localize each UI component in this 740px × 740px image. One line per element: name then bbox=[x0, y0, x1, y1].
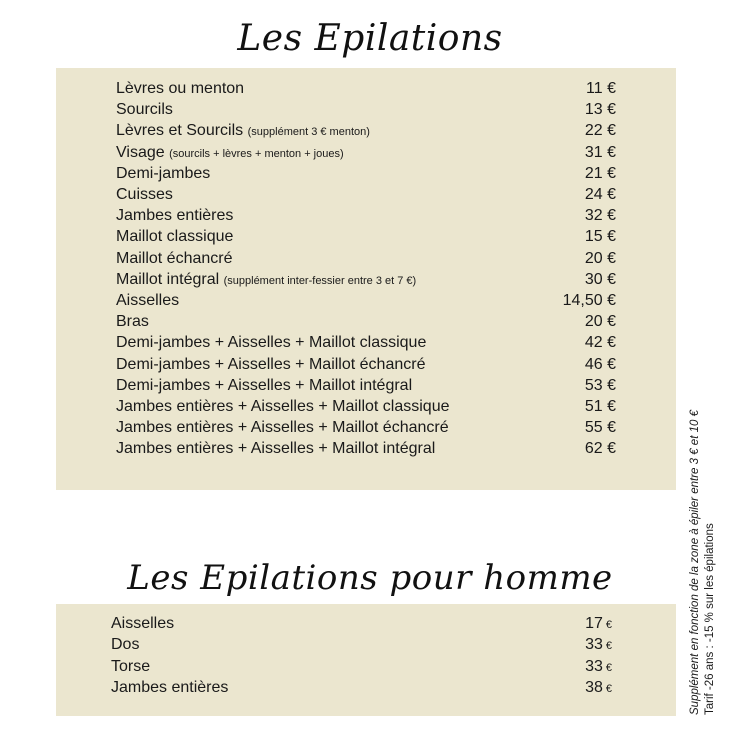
service-price: 42 € bbox=[584, 334, 616, 352]
service-label bbox=[116, 78, 244, 99]
service-name: Jambes entières bbox=[116, 207, 234, 225]
service-name: Jambes entières + Aisselles + Maillot classique bbox=[116, 398, 450, 415]
service-name: Sourcils bbox=[116, 101, 173, 119]
service-price bbox=[585, 656, 612, 679]
service-name: Maillot échancré bbox=[116, 249, 233, 267]
service-price: 53 € bbox=[584, 376, 616, 394]
service-price: 20 € bbox=[584, 249, 616, 267]
service-name: Bras bbox=[116, 313, 149, 331]
price-row bbox=[56, 248, 676, 269]
price-row bbox=[56, 354, 676, 375]
side-note-supplement: Supplément en fonction de la zone à épiler entre 3 € et 10 € bbox=[689, 410, 701, 715]
service-name: Lèvres et Sourcils bbox=[116, 122, 244, 140]
price-row bbox=[56, 226, 676, 247]
service-label bbox=[116, 311, 149, 332]
service-label bbox=[116, 99, 173, 120]
price-currency: € bbox=[605, 619, 612, 631]
service-price: 46 € bbox=[584, 355, 616, 373]
service-name: Jambes entières bbox=[111, 678, 229, 696]
service-note: (supplément 3 € menton) bbox=[247, 126, 370, 139]
side-note-tarif: Tarif -26 ans : -15 % sur les épilations bbox=[704, 523, 716, 715]
service-price: 14,50 € bbox=[562, 292, 616, 309]
service-name: Lèvres ou menton bbox=[116, 80, 245, 97]
price-row bbox=[56, 417, 676, 438]
service-name: Jambes entières + Aisselles + Maillot échancré bbox=[116, 419, 449, 437]
service-label bbox=[116, 269, 416, 292]
price-row-homme bbox=[56, 677, 676, 698]
service-name: Torse bbox=[111, 657, 151, 675]
price-amount: 38 bbox=[585, 678, 603, 696]
price-row bbox=[56, 311, 676, 332]
price-row bbox=[56, 120, 676, 141]
service-price bbox=[585, 677, 612, 700]
service-price: 51 € bbox=[584, 398, 616, 415]
service-note: (sourcils + lèvres + menton + joues) bbox=[169, 147, 344, 160]
price-row-homme bbox=[56, 656, 676, 677]
service-label bbox=[116, 375, 412, 396]
price-row bbox=[56, 163, 676, 184]
price-currency: € bbox=[605, 682, 612, 695]
service-label bbox=[116, 332, 426, 353]
side-notes bbox=[688, 345, 718, 715]
service-label bbox=[116, 417, 449, 438]
service-price: 32 € bbox=[584, 207, 616, 225]
price-row bbox=[56, 332, 676, 353]
page-title: Les Epilations bbox=[237, 18, 503, 59]
service-price: 13 € bbox=[584, 101, 616, 119]
service-label bbox=[116, 120, 370, 143]
service-price: 55 € bbox=[584, 419, 616, 437]
service-price: 62 € bbox=[584, 440, 616, 458]
service-price: 15 € bbox=[584, 228, 616, 246]
price-amount: 33 bbox=[585, 636, 603, 654]
service-price: 20 € bbox=[584, 313, 616, 331]
service-label bbox=[116, 226, 233, 247]
service-label bbox=[116, 142, 344, 165]
service-name: Demi-jambes + Aisselles + Maillot échancré bbox=[116, 355, 426, 373]
service-note: (supplément inter-fessier entre 3 et 7 €) bbox=[223, 274, 417, 287]
price-row-homme bbox=[56, 634, 676, 655]
price-row bbox=[56, 205, 676, 226]
service-name: Demi-jambes bbox=[116, 164, 211, 182]
price-row bbox=[56, 396, 676, 417]
price-row bbox=[56, 78, 676, 99]
price-amount: 17 bbox=[585, 615, 603, 632]
service-price: 30 € bbox=[584, 270, 616, 288]
price-row bbox=[56, 438, 676, 459]
service-name: Demi-jambes + Aisselles + Maillot classique bbox=[116, 334, 427, 352]
service-name: Jambes entières + Aisselles + Maillot intégral bbox=[116, 440, 436, 458]
service-name: Demi-jambes + Aisselles + Maillot intégral bbox=[116, 376, 413, 394]
service-label bbox=[116, 205, 233, 226]
service-price: 22 € bbox=[584, 122, 616, 140]
section-title-homme: Les Epilations pour homme bbox=[127, 558, 613, 598]
service-price bbox=[585, 613, 612, 636]
price-list-homme-panel bbox=[56, 604, 676, 716]
service-price: 21 € bbox=[584, 164, 616, 182]
service-name: Maillot intégral bbox=[116, 270, 220, 288]
service-label bbox=[116, 438, 435, 459]
service-name: Visage bbox=[116, 143, 165, 161]
price-row bbox=[56, 184, 676, 205]
price-row bbox=[56, 290, 676, 311]
price-currency: € bbox=[605, 640, 612, 653]
price-row bbox=[56, 99, 676, 120]
service-label bbox=[116, 396, 450, 417]
price-row bbox=[56, 375, 676, 396]
service-price: 11 € bbox=[586, 80, 616, 97]
service-name: Dos bbox=[111, 636, 140, 654]
service-price: 31 € bbox=[584, 143, 616, 161]
service-label bbox=[116, 290, 179, 311]
service-label bbox=[116, 163, 210, 184]
price-amount: 33 bbox=[585, 657, 603, 675]
service-name: Aisselles bbox=[116, 292, 180, 309]
service-price: 24 € bbox=[584, 186, 616, 203]
price-list-panel bbox=[56, 68, 676, 490]
service-name: Aisselles bbox=[111, 615, 175, 632]
service-price bbox=[585, 634, 612, 657]
price-row bbox=[56, 142, 676, 163]
service-label bbox=[116, 184, 173, 205]
service-name: Cuisses bbox=[116, 186, 173, 203]
service-label bbox=[116, 354, 425, 375]
service-name: Maillot classique bbox=[116, 228, 234, 246]
price-currency: € bbox=[605, 661, 612, 674]
service-label bbox=[116, 248, 233, 269]
price-row-homme bbox=[56, 613, 676, 634]
price-row bbox=[56, 269, 676, 290]
